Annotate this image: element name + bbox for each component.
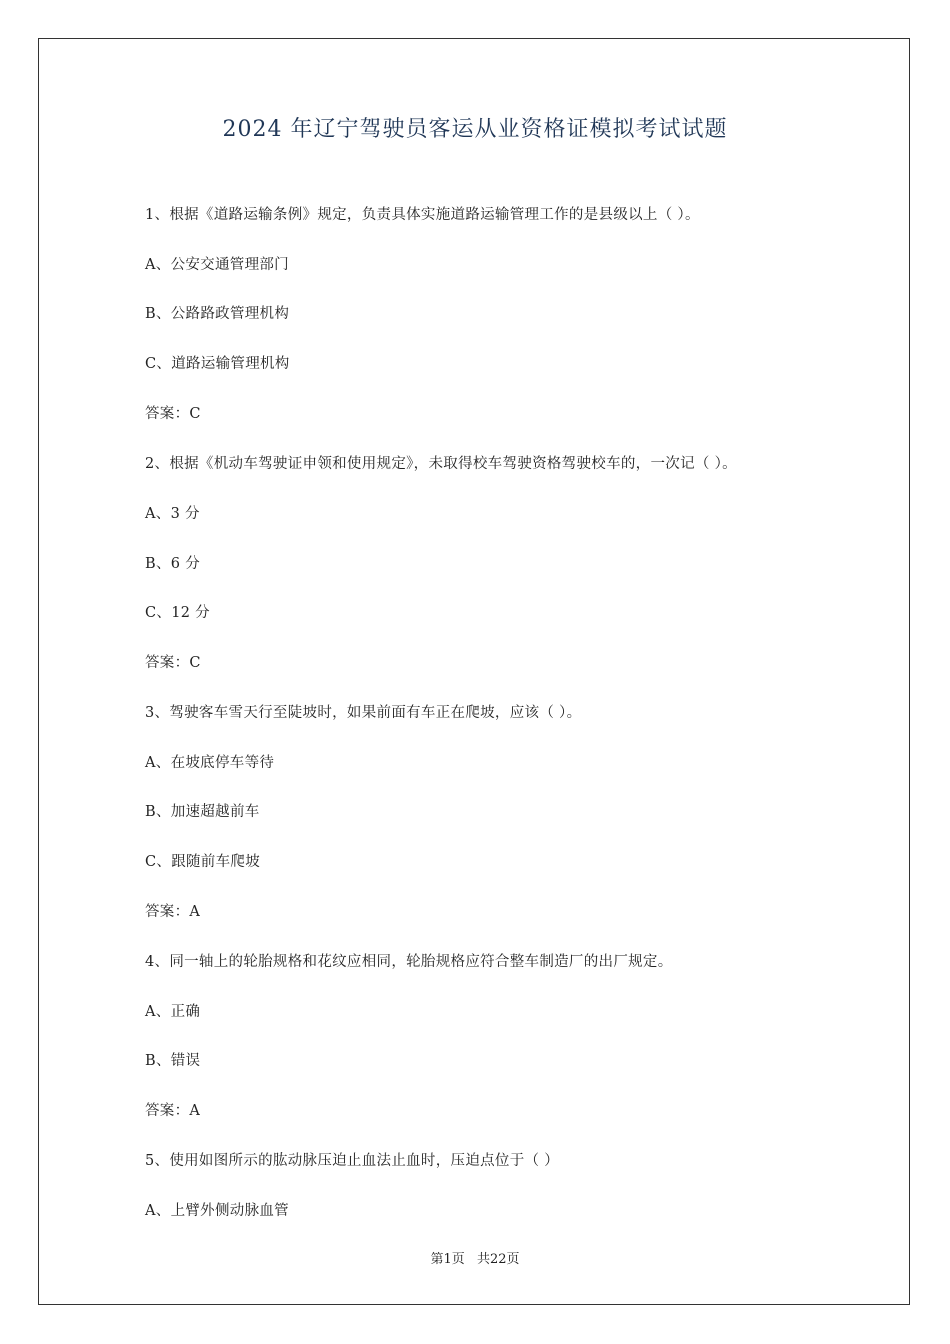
question-3-answer: 答案：A [145,904,201,920]
question-2-text: 2、根据《机动车驾驶证申领和使用规定》，未取得校车驾驶资格驾驶校车的，一次记（ ）。 [145,456,737,472]
question-2-answer: 答案：C [145,655,201,671]
question-3-text: 3、驾驶客车雪天行至陡坡时，如果前面有车正在爬坡，应该（ ）。 [145,705,582,721]
document-title: 2024 年辽宁驾驶员客运从业资格证模拟考试试题 [222,117,728,142]
question-2-option-c: C、12 分 [145,605,210,621]
question-1-answer: 答案：C [145,406,201,422]
question-4-answer: 答案：A [145,1103,201,1119]
question-1-text: 1、根据《道路运输条例》规定，负责具体实施道路运输管理工作的是县级以上（ ）。 [145,207,700,223]
page-total: 共22页 [476,1252,520,1267]
page-footer [0,1248,950,1267]
question-4-text: 4、同一轴上的轮胎规格和花纹应相同，轮胎规格应符合整车制造厂的出厂规定。 [145,954,673,970]
question-5-option-a: A、上臂外侧动脉血管 [145,1203,289,1219]
question-5-text: 5、使用如图所示的肱动脉压迫止血法止血时，压迫点位于（ ） [145,1153,560,1169]
question-3-option-a: A、在坡底停车等待 [145,755,275,771]
question-1-option-c: C、道路运输管理机构 [145,356,290,372]
question-3-option-b: B、加速超越前车 [145,804,260,820]
question-1-option-b: B、公路路政管理机构 [145,306,290,322]
question-3-option-c: C、跟随前车爬坡 [145,854,260,870]
question-4-option-a: A、正确 [145,1004,201,1020]
question-2-option-b: B、6 分 [145,556,200,572]
question-4-option-b: B、错误 [145,1053,201,1069]
page-current: 第1页 [430,1252,465,1267]
question-2-option-a: A、3 分 [145,506,200,522]
question-1-option-a: A、公安交通管理部门 [145,257,289,273]
